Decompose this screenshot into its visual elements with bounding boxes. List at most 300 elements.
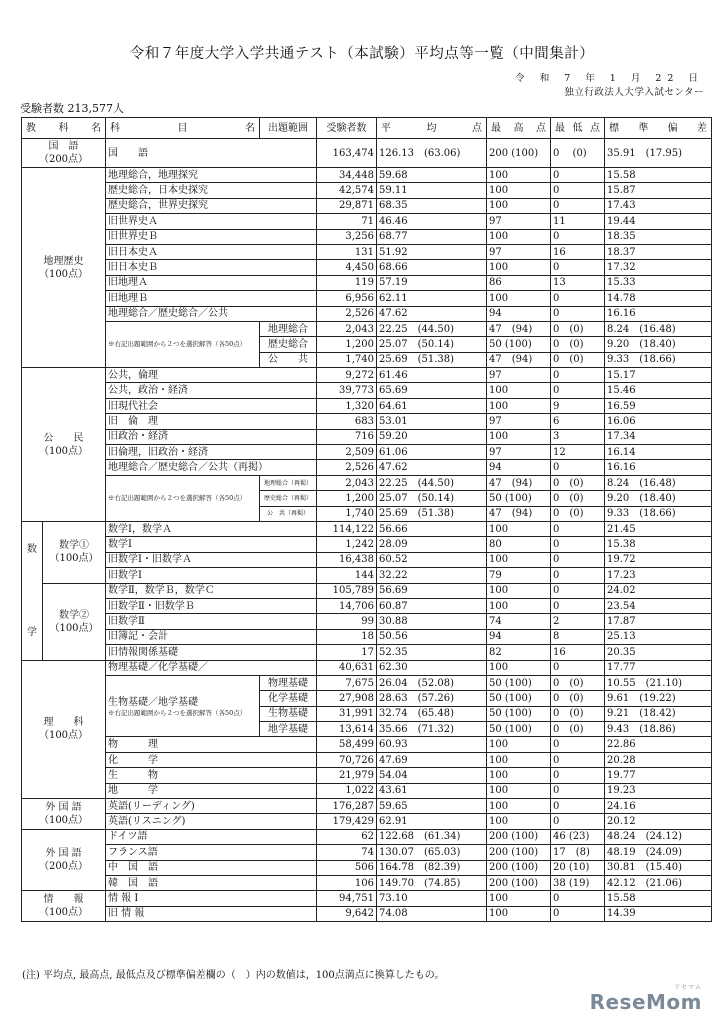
count-cell: 1,242 [317, 537, 377, 552]
sd-cell: 15.58 [605, 168, 712, 183]
sd-cell: 20.12 [605, 814, 712, 829]
count-cell: 131 [317, 244, 377, 259]
subject-cell: 旧数学Ⅱ・旧数学Ｂ [106, 598, 317, 613]
category-name: 情 報 [43, 894, 84, 906]
max-cell: 100 [487, 906, 551, 921]
max-cell: 100 [487, 598, 551, 613]
min-cell: 17 (8) [551, 845, 605, 860]
sd-cell: 17.87 [605, 614, 712, 629]
header-count: 受験者数 [317, 118, 377, 139]
min-cell: 0 (0) [551, 337, 605, 352]
min-cell: 0 [551, 552, 605, 567]
avg-cell: 25.69 (51.38) [377, 506, 487, 521]
sd-cell: 17.77 [605, 660, 712, 675]
sd-cell: 14.78 [605, 291, 712, 306]
min-cell: 0 [551, 521, 605, 536]
category-points: （100点） [38, 814, 89, 826]
min-cell: 0 (0) [551, 139, 605, 168]
subject-cell: 地理総合／歴史総合／公共（再掲） [106, 460, 317, 475]
min-cell: 0 [551, 291, 605, 306]
sd-cell: 18.37 [605, 244, 712, 259]
avg-cell: 60.87 [377, 598, 487, 613]
min-cell: 0 [551, 752, 605, 767]
header-sd-char: 準 [638, 122, 649, 134]
category-name: 外 国 語 [45, 801, 82, 813]
header-avg [377, 118, 487, 139]
avg-cell: 26.04 (52.08) [377, 675, 487, 690]
range-cell: 歴史総合 [260, 337, 317, 352]
avg-cell: 149.70 (74.85) [377, 875, 487, 890]
row-rika-sub [22, 675, 712, 690]
category-cell-gaikoku100 [22, 799, 106, 830]
max-cell: 100 [487, 183, 551, 198]
sd-cell: 19.72 [605, 552, 712, 567]
selection-note-cell [106, 321, 260, 367]
row-math2 [22, 629, 712, 644]
min-cell: 0 (0) [551, 475, 605, 490]
min-cell: 20 (10) [551, 860, 605, 875]
count-cell: 9,642 [317, 906, 377, 921]
count-cell: 99 [317, 614, 377, 629]
sd-cell: 22.86 [605, 737, 712, 752]
max-cell: 97 [487, 368, 551, 383]
score-table [21, 117, 712, 922]
avg-cell: 30.88 [377, 614, 487, 629]
count-cell: 42,574 [317, 183, 377, 198]
max-cell: 50 (100) [487, 706, 551, 721]
sd-cell: 20.28 [605, 752, 712, 767]
avg-cell: 25.69 (51.38) [377, 352, 487, 367]
avg-cell: 65.69 [377, 383, 487, 398]
count-cell: 1,022 [317, 783, 377, 798]
avg-cell: 68.66 [377, 260, 487, 275]
sd-cell: 15.46 [605, 383, 712, 398]
category-points: （200点） [38, 154, 89, 165]
avg-cell: 47.62 [377, 306, 487, 321]
category-points: （100点） [49, 553, 99, 565]
sd-cell: 48.19 (24.09) [605, 845, 712, 860]
row-gaikoku200 [22, 860, 712, 875]
min-cell: 0 (0) [551, 321, 605, 336]
avg-cell: 73.10 [377, 891, 487, 906]
row-komin [22, 398, 712, 413]
category-name: 学 [27, 626, 37, 638]
subject-cell: 旧政治・経済 [106, 429, 317, 444]
min-cell: 0 [551, 306, 605, 321]
subject-cell: 数学Ⅰ，数学Ａ [106, 521, 317, 536]
min-cell: 11 [551, 214, 605, 229]
sd-cell: 15.87 [605, 183, 712, 198]
subject-cell: 地理総合／歴史総合／公共 [106, 306, 317, 321]
max-cell: 100 [487, 383, 551, 398]
min-cell: 0 [551, 198, 605, 213]
category-points: （100点） [38, 730, 89, 742]
avg-cell: 28.09 [377, 537, 487, 552]
max-cell: 200 (100) [487, 875, 551, 890]
row-chireki [22, 229, 712, 244]
max-cell: 47 (94) [487, 321, 551, 336]
count-cell: 2,043 [317, 321, 377, 336]
subject-cell: 数学Ⅱ，数学Ｂ，数学Ｃ [106, 583, 317, 598]
min-cell: 0 (0) [551, 506, 605, 521]
row-math2 [22, 583, 712, 598]
min-cell: 16 [551, 244, 605, 259]
sd-cell: 17.43 [605, 198, 712, 213]
min-cell: 0 (0) [551, 691, 605, 706]
min-cell: 0 [551, 460, 605, 475]
row-math2 [22, 598, 712, 613]
min-cell: 0 [551, 568, 605, 583]
avg-cell: 57.19 [377, 275, 487, 290]
range-cell: 歴史総合（再掲） [260, 491, 317, 506]
category-name: 理 科 [43, 717, 84, 729]
range-cell: 公 共（再掲） [260, 506, 317, 521]
sd-cell: 18.35 [605, 229, 712, 244]
row-komin-sub [22, 475, 712, 490]
header-row [22, 118, 712, 139]
avg-cell: 60.52 [377, 552, 487, 567]
examinee-count: 受験者数 213,577人 [20, 102, 124, 115]
avg-cell: 35.66 (71.32) [377, 722, 487, 737]
subject-cell: 物 理 [106, 737, 317, 752]
row-chireki-sub [22, 321, 712, 336]
min-cell: 6 [551, 414, 605, 429]
max-cell: 200 (100) [487, 860, 551, 875]
row-math1 [22, 537, 712, 552]
count-cell: 1,740 [317, 352, 377, 367]
category-points: （100点） [38, 268, 89, 280]
sd-cell: 9.33 (18.66) [605, 506, 712, 521]
count-cell: 144 [317, 568, 377, 583]
header-sd-char: 偏 [667, 122, 678, 134]
min-cell: 0 [551, 814, 605, 829]
min-cell: 13 [551, 275, 605, 290]
header-min [551, 118, 605, 139]
category-cell-komin [22, 368, 106, 522]
subject-cell: 歴史総合，世界史探究 [106, 198, 317, 213]
resemom-logo [589, 984, 702, 1014]
subject-cell: 旧倫理，旧政治・経済 [106, 445, 317, 460]
category-points: （100点） [38, 445, 89, 457]
avg-cell: 56.66 [377, 521, 487, 536]
max-cell: 100 [487, 552, 551, 567]
header-range: 出題範囲 [260, 118, 317, 139]
sd-cell: 24.16 [605, 799, 712, 814]
max-cell: 80 [487, 537, 551, 552]
sd-cell: 23.54 [605, 598, 712, 613]
max-cell: 97 [487, 214, 551, 229]
min-cell: 0 [551, 168, 605, 183]
max-cell: 50 (100) [487, 722, 551, 737]
max-cell: 47 (94) [487, 352, 551, 367]
selection-note-cell [106, 475, 260, 521]
category-cell-joho [22, 891, 106, 922]
avg-cell: 122.68 (61.34) [377, 829, 487, 844]
sd-cell: 16.59 [605, 398, 712, 413]
subject-cell: 旧数学Ⅰ [106, 568, 317, 583]
subject-cell: 英語(リーディング) [106, 799, 317, 814]
sd-cell: 17.23 [605, 568, 712, 583]
category-name: 数学② [59, 609, 89, 621]
avg-cell: 53.01 [377, 414, 487, 429]
subject-cell: 物理基礎／化学基礎／ [106, 660, 317, 675]
avg-cell: 126.13 (63.06) [377, 139, 487, 168]
avg-cell: 32.22 [377, 568, 487, 583]
count-cell: 2,043 [317, 475, 377, 490]
max-cell: 94 [487, 460, 551, 475]
row-chireki [22, 260, 712, 275]
min-cell: 0 (0) [551, 706, 605, 721]
avg-cell: 59.65 [377, 799, 487, 814]
sd-cell: 9.43 (18.86) [605, 722, 712, 737]
count-cell: 506 [317, 860, 377, 875]
row-rika-main [22, 660, 712, 675]
count-cell: 16,438 [317, 552, 377, 567]
max-cell: 50 (100) [487, 675, 551, 690]
row-gaikoku200 [22, 829, 712, 844]
footnote: (注) 平均点, 最高点, 最低点及び標準偏差欄の（ ）内の数値は，100点満点に換算したもの。 [22, 970, 445, 981]
header-category-char: 教 [26, 122, 36, 134]
count-cell: 9,272 [317, 368, 377, 383]
category-name: 国 語 [48, 141, 79, 152]
subject-cell: 旧地理Ｂ [106, 291, 317, 306]
row-chireki [22, 183, 712, 198]
subject-cell: 旧日本史Ｂ [106, 260, 317, 275]
sd-cell: 15.58 [605, 891, 712, 906]
sd-cell: 15.33 [605, 275, 712, 290]
row-komin [22, 368, 712, 383]
sd-cell: 14.39 [605, 906, 712, 921]
count-cell: 39,773 [317, 383, 377, 398]
category-cell-math2 [43, 583, 106, 660]
count-cell: 163,474 [317, 139, 377, 168]
max-cell: 50 (100) [487, 491, 551, 506]
count-cell: 2,509 [317, 445, 377, 460]
avg-cell: 46.46 [377, 214, 487, 229]
count-cell: 2,526 [317, 460, 377, 475]
sd-cell: 20.35 [605, 645, 712, 660]
count-cell: 14,706 [317, 598, 377, 613]
max-cell: 74 [487, 614, 551, 629]
max-cell: 100 [487, 291, 551, 306]
count-cell: 29,871 [317, 198, 377, 213]
row-chireki [22, 168, 712, 183]
subject-cell: 旧日本史Ａ [106, 244, 317, 259]
category-cell-chireki [22, 168, 106, 368]
max-cell: 100 [487, 583, 551, 598]
header-max [487, 118, 551, 139]
max-cell: 100 [487, 891, 551, 906]
sd-cell: 9.21 (18.42) [605, 706, 712, 721]
count-cell: 1,200 [317, 491, 377, 506]
avg-cell: 59.68 [377, 168, 487, 183]
category-points: （200点） [38, 861, 89, 873]
min-cell: 0 [551, 598, 605, 613]
avg-cell: 62.91 [377, 814, 487, 829]
count-cell: 6,956 [317, 291, 377, 306]
avg-cell: 130.07 (65.03) [377, 845, 487, 860]
count-cell: 106 [317, 875, 377, 890]
min-cell: 0 [551, 537, 605, 552]
max-cell: 82 [487, 645, 551, 660]
sd-cell: 25.13 [605, 629, 712, 644]
avg-cell: 22.25 (44.50) [377, 321, 487, 336]
range-cell: 公 共 [260, 352, 317, 367]
min-cell: 8 [551, 629, 605, 644]
avg-cell: 64.61 [377, 398, 487, 413]
avg-cell: 74.08 [377, 906, 487, 921]
max-cell: 50 (100) [487, 337, 551, 352]
max-cell: 100 [487, 814, 551, 829]
subject-cell: ドイツ語 [106, 829, 317, 844]
subject-cell: 化 学 [106, 752, 317, 767]
category-cell-kokugo [22, 139, 106, 168]
sd-cell: 19.23 [605, 783, 712, 798]
page-title: 令和７年度大学入学共通テスト（本試験）平均点等一覧（中間集計） [129, 46, 595, 62]
header-max-char: 点 [536, 122, 546, 134]
row-chireki [22, 198, 712, 213]
avg-cell: 61.06 [377, 445, 487, 460]
count-cell: 114,122 [317, 521, 377, 536]
selection-note: ※右記出題範囲から２つを選択解答（各50点） [108, 494, 247, 503]
count-cell: 71 [317, 214, 377, 229]
avg-cell: 47.69 [377, 752, 487, 767]
avg-cell: 22.25 (44.50) [377, 475, 487, 490]
min-cell: 0 [551, 383, 605, 398]
avg-cell: 28.63 (57.26) [377, 691, 487, 706]
min-cell: 0 (0) [551, 722, 605, 737]
sd-cell: 16.16 [605, 306, 712, 321]
avg-cell: 60.93 [377, 737, 487, 752]
sd-cell: 16.06 [605, 414, 712, 429]
min-cell: 0 [551, 783, 605, 798]
min-cell: 2 [551, 614, 605, 629]
row-chireki [22, 275, 712, 290]
range-cell: 生物基礎 [260, 706, 317, 721]
sd-cell: 48.24 (24.12) [605, 829, 712, 844]
avg-cell: 54.04 [377, 768, 487, 783]
avg-cell: 59.11 [377, 183, 487, 198]
avg-cell: 61.46 [377, 368, 487, 383]
max-cell: 100 [487, 398, 551, 413]
sd-cell: 17.32 [605, 260, 712, 275]
header-min-char: 点 [590, 122, 600, 134]
row-joho [22, 891, 712, 906]
header-subject-char: 名 [245, 122, 255, 134]
min-cell: 0 [551, 660, 605, 675]
max-cell: 94 [487, 629, 551, 644]
sd-cell: 9.33 (18.66) [605, 352, 712, 367]
header-subject-char: 科 [110, 122, 120, 134]
subject-cell: 旧世界史Ａ [106, 214, 317, 229]
avg-cell: 68.77 [377, 229, 487, 244]
sd-cell: 15.38 [605, 537, 712, 552]
subject-cell: 中 国 語 [106, 860, 317, 875]
min-cell: 0 [551, 260, 605, 275]
min-cell: 0 [551, 737, 605, 752]
subject-cell: 旧地理Ａ [106, 275, 317, 290]
subject-cell: 旧情報関係基礎 [106, 645, 317, 660]
count-cell: 1,740 [317, 506, 377, 521]
subject-cell: 旧数学Ⅰ・旧数学Ａ [106, 552, 317, 567]
subject-cell: 旧現代社会 [106, 398, 317, 413]
row-gaikoku100 [22, 814, 712, 829]
count-cell: 94,751 [317, 891, 377, 906]
min-cell: 3 [551, 429, 605, 444]
row-kokugo [22, 139, 712, 168]
header-category [22, 118, 106, 139]
avg-cell: 62.11 [377, 291, 487, 306]
subject-cell: 旧 情 報 [106, 906, 317, 921]
max-cell: 47 (94) [487, 506, 551, 521]
max-cell: 100 [487, 752, 551, 767]
min-cell: 0 (0) [551, 491, 605, 506]
category-cell-rika [22, 660, 106, 799]
count-cell: 62 [317, 829, 377, 844]
sd-cell: 16.16 [605, 460, 712, 475]
min-cell: 0 [551, 768, 605, 783]
row-komin [22, 383, 712, 398]
avg-cell: 56.69 [377, 583, 487, 598]
range-cell: 地理総合 [260, 321, 317, 336]
subject-cell: 旧簿記・会計 [106, 629, 317, 644]
min-cell: 38 (19) [551, 875, 605, 890]
selection-note: ※右記出題範囲から２つを選択解答（各50点） [108, 708, 247, 717]
header-avg-char: 平 [381, 122, 391, 134]
header-sd-char: 標 [609, 122, 619, 134]
header-avg-char: 点 [472, 122, 482, 134]
min-cell: 12 [551, 445, 605, 460]
min-cell: 0 (0) [551, 675, 605, 690]
organization: 独立行政法人大学入試センター [564, 87, 704, 98]
avg-cell: 47.62 [377, 460, 487, 475]
count-cell: 105,789 [317, 583, 377, 598]
count-cell: 2,526 [317, 306, 377, 321]
sd-cell: 9.20 (18.40) [605, 491, 712, 506]
max-cell: 100 [487, 799, 551, 814]
max-cell: 50 (100) [487, 691, 551, 706]
row-chireki [22, 244, 712, 259]
row-joho [22, 906, 712, 921]
max-cell: 97 [487, 414, 551, 429]
subject-cell: 情 報 Ⅰ [106, 891, 317, 906]
header-min-char: 低 [572, 122, 583, 134]
max-cell: 100 [487, 768, 551, 783]
count-cell: 176,287 [317, 799, 377, 814]
avg-cell: 25.07 (50.14) [377, 337, 487, 352]
sd-cell: 35.91 (17.95) [605, 139, 712, 168]
avg-cell: 25.07 (50.14) [377, 491, 487, 506]
count-cell: 3,256 [317, 229, 377, 244]
logo-subtext: リセマム [674, 984, 702, 991]
header-max-char: 最 [491, 122, 501, 134]
publish-date: 令 和 7 年 1 月 22 日 [515, 73, 704, 84]
count-cell: 40,631 [317, 660, 377, 675]
category-cell-gaikoku200 [22, 829, 106, 891]
range-cell: 物理基礎 [260, 675, 317, 690]
subject-cell: 歴史総合，日本史探究 [106, 183, 317, 198]
max-cell: 100 [487, 229, 551, 244]
header-avg-char: 均 [426, 122, 437, 134]
min-cell: 0 [551, 229, 605, 244]
count-cell: 58,499 [317, 737, 377, 752]
subject-cell: 国 語 [106, 139, 317, 168]
row-rika [22, 752, 712, 767]
row-komin [22, 460, 712, 475]
header-subject [106, 118, 260, 139]
table-body [22, 139, 712, 922]
subject-cell [106, 675, 260, 737]
